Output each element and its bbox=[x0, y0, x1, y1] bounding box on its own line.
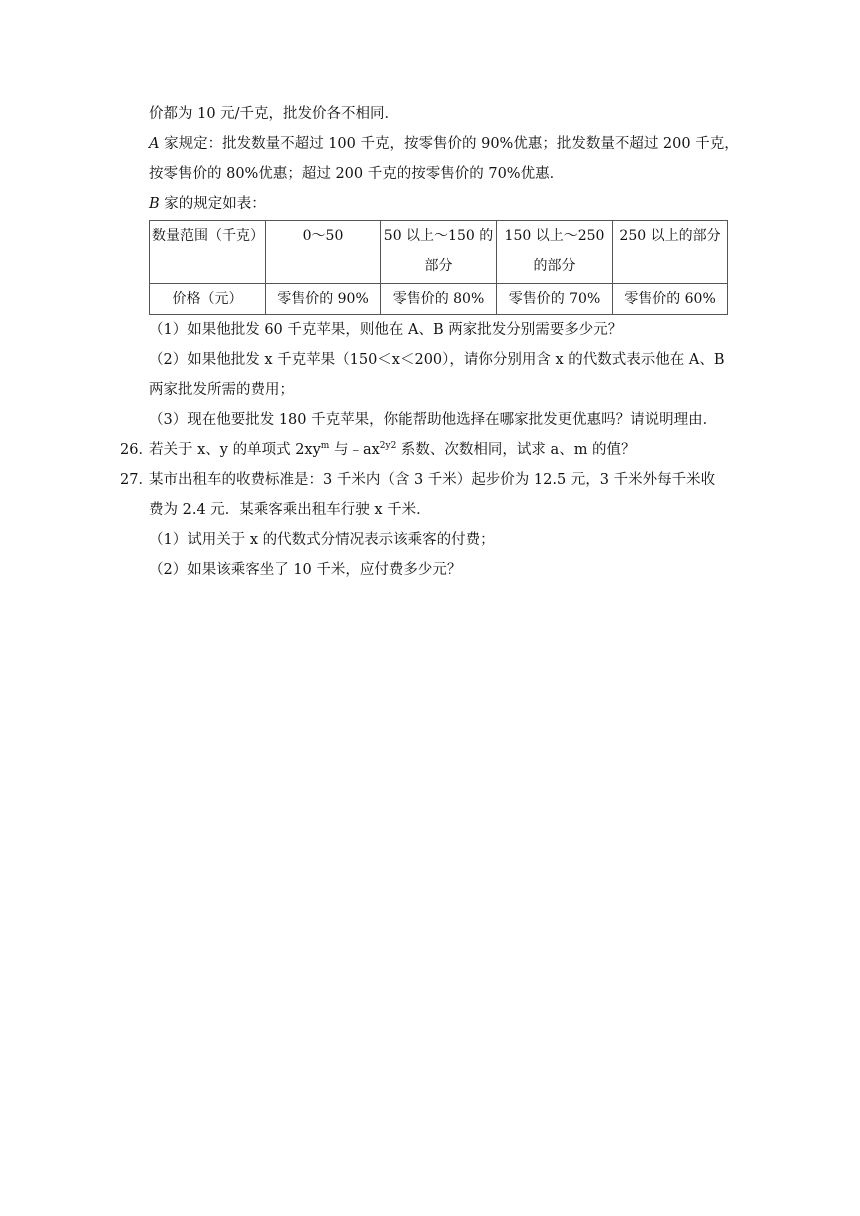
b-label: B bbox=[149, 196, 160, 212]
b-rule-text: 家的规定如表： bbox=[159, 196, 266, 212]
exponent: 2y bbox=[379, 441, 391, 451]
q25-part3: （3）现在他要批发 180 千克苹果，你能帮助他选择在哪家批发更优惠吗？请说明理由． bbox=[149, 412, 718, 428]
exponent: 2 bbox=[390, 441, 397, 451]
table-cell: 数量范围（千克） bbox=[150, 221, 266, 284]
table-cell: 零售价的 80% bbox=[381, 284, 497, 315]
q27-number: 27． bbox=[120, 472, 153, 488]
a-rule-line1 bbox=[149, 134, 739, 154]
table-cell: 0～50 bbox=[266, 221, 381, 284]
q27-line1: 某市出租车的收费标准是：3 千米内（含 3 千米）起步价为 12.5 元，3 千米外每千米收 bbox=[149, 472, 716, 488]
table-cell: 零售价的 90% bbox=[266, 284, 381, 315]
b-pricing-table bbox=[149, 220, 728, 315]
exponent: m bbox=[320, 441, 330, 451]
q25-part1: （1）如果他批发 60 千克苹果，则他在 A、B 两家批发分别需要多少元？ bbox=[149, 322, 623, 338]
q26-number: 26． bbox=[120, 442, 153, 458]
a-label: A bbox=[149, 136, 160, 152]
intro-tail: 价都为 10 元/千克，批发价各不相同． bbox=[149, 106, 400, 122]
a-rule-line2: 按零售价的 80%优惠；超过 200 千克的按零售价的 70%优惠． bbox=[149, 166, 565, 182]
table-cell: 价格（元） bbox=[150, 284, 266, 315]
q27-part1: （1）试用关于 x 的代数式分情况表示该乘客的付费； bbox=[149, 532, 495, 548]
q27-part2: （2）如果该乘客坐了 10 千米，应付费多少元？ bbox=[149, 562, 462, 578]
a-rule-text: 家规定：批发数量不超过 100 千克，按零售价的 90%优惠；批发数量不超过 200 千克， bbox=[159, 136, 739, 152]
b-rule-line bbox=[149, 194, 266, 214]
table-cell: 零售价的 70% bbox=[497, 284, 613, 315]
table-cell: 150 以上～250 的部分 bbox=[497, 221, 613, 284]
q27-line2: 费为 2.4 元．某乘客乘出租车行驶 x 千米． bbox=[149, 502, 431, 518]
table-cell: 零售价的 60% bbox=[613, 284, 728, 315]
table-row bbox=[150, 221, 728, 284]
q26-text: 若关于 x、y 的单项式 $2xy^m$ 与$﹣ax^{2y2}$ 系数、次数相同，试求 a、m 的值？ bbox=[149, 441, 636, 458]
table-row bbox=[150, 284, 728, 315]
q25-part2-line1: （2）如果他批发 x 千克苹果（150＜x＜200），请你分别用含 x 的代数式表示他在 A、B bbox=[149, 352, 725, 368]
q25-part2-line2: 两家批发所需的费用； bbox=[149, 382, 294, 398]
table-cell: 250 以上的部分 bbox=[613, 221, 728, 284]
table-cell: 50 以上～150 的部分 bbox=[381, 221, 497, 284]
